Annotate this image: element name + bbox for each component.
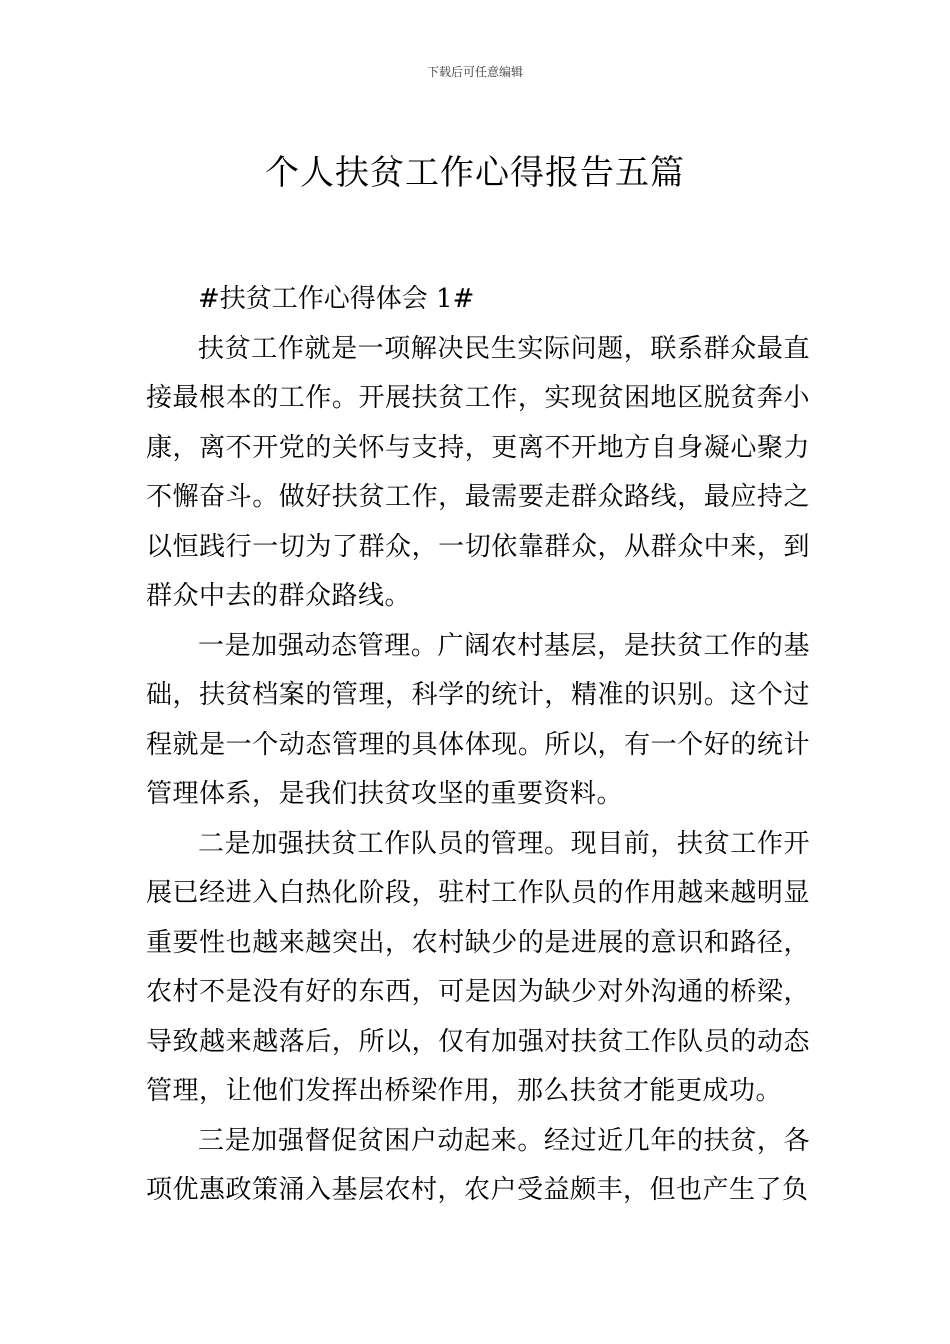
paragraph-2: 一是加强动态管理。广阔农村基层，是扶贫工作的基础，扶贫档案的管理，科学的统计，精准的识别。这个过程就是一个动态管理的具体体现。所以，有一个好的统计管理体系，是我们扶贫攻坚的重要资料。 <box>146 630 810 809</box>
paragraph-1: 扶贫工作就是一项解决民生实际问题，联系群众最直接最根本的工作。开展扶贫工作，实现贫困地区脱贫奔小康，离不开党的关怀与支持，更离不开地方自身凝心聚力不懈奋斗。做好扶贫工作，最需要走群众路线，最应持之以恒践行一切为了群众，一切依靠群众，从群众中来，到群众中去的群众路线。 <box>146 333 810 611</box>
document-title: 个人扶贫工作心得报告五篇 <box>265 152 685 193</box>
paragraph-3: 二是加强扶贫工作队员的管理。现目前，扶贫工作开展已经进入白热化阶段，驻村工作队员的作用越来越明显重要性也越来越突出，农村缺少的是进展的意识和路径，农村不是没有好的东西，可是因为缺少对外沟通的桥梁，导致越来越落后，所以，仅有加强对扶贫工作队员的动态管理，让他们发挥出桥梁作用，那么扶贫才能更成功。 <box>146 828 810 1106</box>
section-heading: #扶贫工作心得体会 1# <box>198 284 475 314</box>
paragraph-4: 三是加强督促贫困户动起来。经过近几年的扶贫，各项优惠政策涌入基层农村，农户受益颇丰，但也产生了负 <box>146 1125 810 1205</box>
document-body <box>146 275 810 1216</box>
header-note: 下载后可任意编辑 <box>426 65 523 79</box>
